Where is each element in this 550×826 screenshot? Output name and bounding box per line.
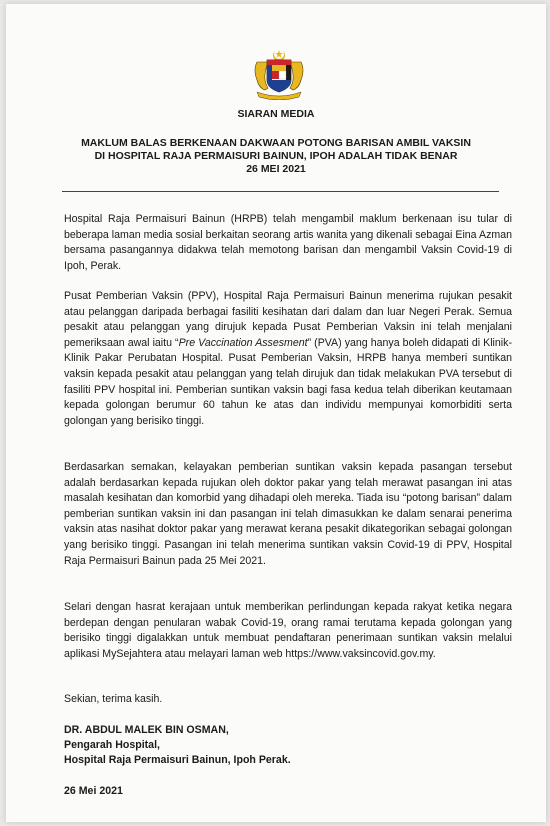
- paragraph-2-part-b: ” (PVA) yang hanya boleh didapati di Klinik-Klinik Pakar Perubatan Hospital. Pusat Pemberian Vaksin, HRPB hanya memberi suntikan vaksin kepada pesakit atau pelanggan yang telah dirujuk dan tidak melakukan PVA tersebut di fasiliti PPV hospital ini. Pemberian suntikan vaksin bagi fasa kedua telah diberikan keutamaan kepada golongan berumur 60 tahun ke atas dan individu mempunyai komorbiditi serta golongan yang berisiko tinggi.: [64, 336, 512, 427]
- signatory-name: DR. ABDUL MALEK BIN OSMAN,: [64, 724, 229, 736]
- headline-line-2: DI HOSPITAL RAJA PERMAISURI BAINUN, IPOH ADALAH TIDAK BENAR: [94, 150, 458, 162]
- paragraph-4: [64, 600, 512, 662]
- paragraph-3: [64, 460, 512, 569]
- headline-date: 26 MEI 2021: [246, 163, 306, 175]
- paragraph-4-text: Selari dengan hasrat kerajaan untuk memberikan perlindungan kepada rakyat ketika negara berdepan dengan penularan wabak Covid-19, orang ramai terutama kepada golongan yang berisiko tinggi digalakkan untuk membuat pendaftaran penerimaan suntikan vaksin melalui aplikasi MySejahtera atau melayari laman web https://www.vaksincovid.gov.my.: [64, 601, 512, 660]
- release-type-title: SIARAN MEDIA: [237, 108, 315, 120]
- paragraph-3-text: Berdasarkan semakan, kelayakan pemberian suntikan vaksin kepada pasangan tersebut adalah berdasarkan kepada rujukan oleh doktor pakar yang telah merawat pasangan ini atas masalah kesihatan dan komorbid yang dihadapi oleh mereka. Tiada isu “potong barisan” dalam pemberian suntikan vaksin ini dan pasangan ini telah dimasukkan ke dalam senarai penerima vaksin atas nasihat doktor pakar yang merawat kerana pesakit dikategorikan sebagai golongan yang berisiko tinggi. Pasangan ini telah menerima suntikan vaksin Covid-19 di PPV, Hospital Raja Permaisuri Bainun pada 25 Mei 2021.: [64, 461, 512, 567]
- paragraph-1-text: Hospital Raja Permaisuri Bainun (HRPB) telah mengambil maklum berkenaan isu tular di beberapa laman media sosial berkaitan seorang artis wanita yang dikenali sebagai Eina Azman bersama pasangannya didakwa telah memotong barisan dan mengambil Vaksin Covid-19 di Ipoh, Perak.: [64, 213, 512, 272]
- closing-text: Sekian, terima kasih.: [64, 693, 163, 705]
- header-divider: [62, 191, 499, 192]
- paragraph-1: [64, 212, 512, 274]
- signature-date: 26 Mei 2021: [64, 785, 123, 797]
- paragraph-2-italic: Pre Vaccination Assesment: [178, 336, 308, 349]
- paragraph-2-text: [64, 289, 512, 429]
- paragraph-2-part-a: Pusat Pemberian Vaksin (PPV), Hospital Raja Permaisuri Bainun menerima rujukan pesakit atau pelanggan daripada berbagai fasiliti kesihatan dari dalam dan luar Negeri Perak. Semua pesakit atau pelanggan yang dirujuk kepada Pusat Pemberian Vaksin ini telah menjalani pemeriksaan awal iaitu “: [64, 290, 512, 349]
- paragraph-2: [64, 289, 512, 429]
- signatory-position: Pengarah Hospital,: [64, 739, 160, 751]
- malaysia-coat-of-arms-icon: [249, 48, 309, 100]
- press-release-page: [6, 4, 546, 822]
- signatory-institution: Hospital Raja Permaisuri Bainun, Ipoh Perak.: [64, 754, 291, 766]
- headline-line-1: MAKLUM BALAS BERKENAAN DAKWAAN POTONG BARISAN AMBIL VAKSIN: [81, 137, 471, 149]
